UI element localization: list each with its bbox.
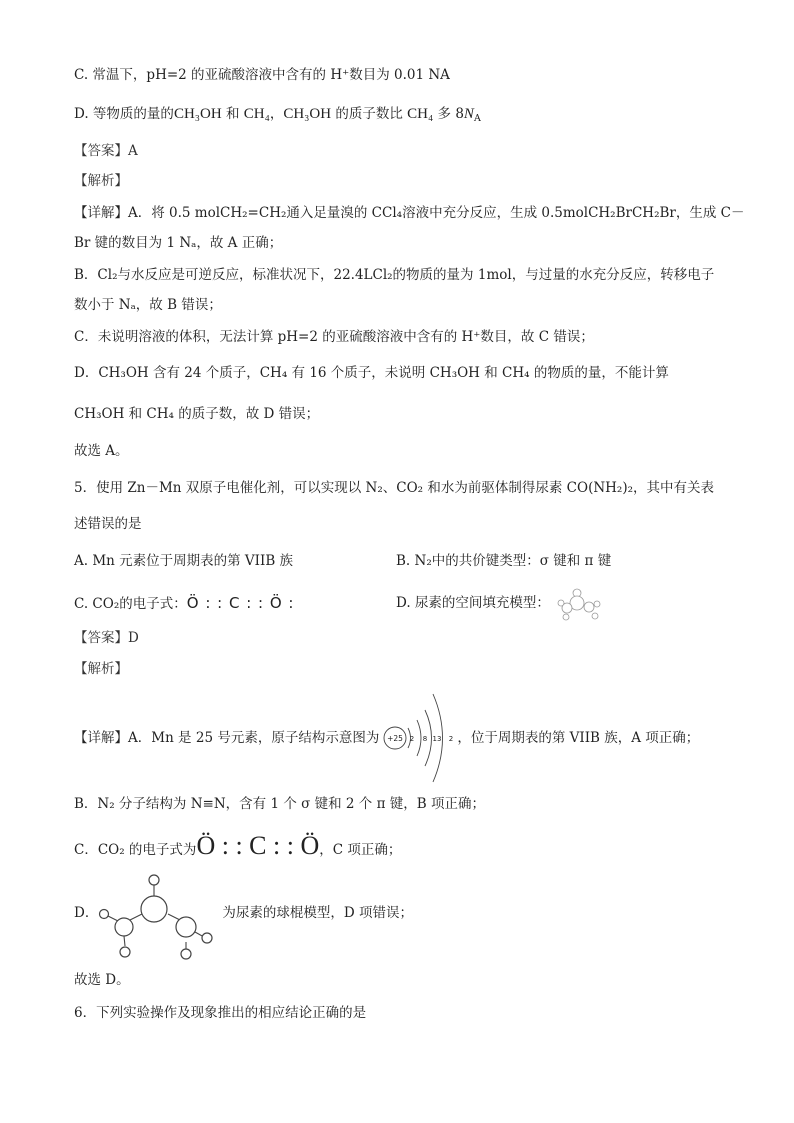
q4-option-d-na: N (463, 106, 474, 122)
q4-option-d-ch3oh-2: CH₃OH (283, 106, 332, 122)
shell-3-count: 13 (432, 735, 442, 743)
q4-option-d-and: 和 (221, 106, 244, 122)
q4-option-d-prefix: D. 等物质的量的 (74, 106, 174, 122)
q4-detail-d-line1: D．CH₃OH 含有 24 个质子，CH₄ 有 16 个质子，未说明 CH₃OH 和 CH₄ 的物质的量，不能计算 (74, 365, 669, 381)
q4-answer: 【答案】A (74, 143, 138, 159)
q4-option-d-mid2: 的质子数比 (331, 106, 408, 122)
q5-detail-a-suffix: ，位于周期表的第 VIIB 族，A 项正确； (457, 730, 700, 746)
co2-electron-formula: Ö : : C : : Ö : (186, 594, 295, 612)
q5-detail-d-prefix: D． (74, 905, 99, 921)
co2-electron-formula-large: Ö : : C : : Ö (196, 831, 320, 860)
q4-detail-d-line2: CH₃OH 和 CH₄ 的质子数，故 D 错误； (74, 406, 320, 422)
q4-detail-b-line1: B．Cl₂与水反应是可逆反应，标准状况下，22.4LCl₂的物质的量为 1mol，与过量的水充分反应，转移电子 (74, 267, 715, 283)
q6-stem: 6．下列实验操作及现象推出的相应结论正确的是 (74, 1005, 367, 1021)
q4-option-d-ch3oh: CH₃OH (173, 106, 222, 122)
q4-option-c: C. 常温下，pH=2 的亚硫酸溶液中含有的 H⁺数目为 0.01 NA (74, 67, 450, 83)
nucleus-charge: +25 (387, 734, 403, 743)
q5-detail-c-prefix: C．CO₂ 的电子式为 (74, 842, 197, 858)
q4-conclusion: 故选 A。 (74, 443, 129, 459)
q4-detail-a-line1: 【详解】A．将 0.5 molCH₂=CH₂通入足量溴的 CCl₄溶液中充分反应，生成 0.5molCH₂BrCH₂Br，生成 C－ (74, 205, 745, 221)
q4-option-d-mid: ， (269, 106, 284, 122)
urea-ball-and-stick-model (96, 870, 220, 962)
q5-detail-d-suffix: 为尿素的球棍模型，D 项错误； (222, 905, 413, 921)
q4-detail-a-line2: Br 键的数目为 1 Nₐ，故 A 正确； (74, 235, 283, 251)
q5-analysis-label: 【解析】 (74, 661, 128, 677)
q5-detail-c (74, 832, 401, 864)
q5-detail-a-prefix: 【详解】A．Mn 是 25 号元素，原子结构示意图为 (74, 730, 380, 746)
q5-answer: 【答案】D (74, 630, 139, 646)
q4-option-d-na-sub: A (473, 113, 481, 124)
q5-detail-b: B．N₂ 分子结构为 N≡N，含有 1 个 σ 键和 2 个 π 键，B 项正确； (74, 796, 485, 812)
shell-4-count: 2 (448, 735, 454, 743)
q5-option-a: A. Mn 元素位于周期表的第 VIIB 族 (74, 553, 294, 569)
q4-detail-b-line2: 数小于 Nₐ，故 B 错误； (74, 297, 222, 313)
q5-detail-c-suffix: ，C 项正确； (319, 842, 402, 858)
q5-stem-line1: 5．使用 Zn－Mn 双原子电催化剂，可以实现以 N₂、CO₂ 和水为前驱体制得尿素 CO(NH₂)₂，其中有关表 (74, 480, 715, 496)
q5-stem-line2: 述错误的是 (74, 516, 142, 532)
q4-analysis-label: 【解析】 (74, 173, 128, 189)
q4-detail-c: C．未说明溶液的体积，无法计算 pH=2 的亚硫酸溶液中含有的 H⁺数目，故 C 错误； (74, 329, 594, 345)
q5-option-d: D. 尿素的空间填充模型： (396, 595, 550, 611)
q4-option-d (74, 104, 481, 129)
shell-1-count: 2 (409, 735, 415, 743)
urea-space-filling-model (556, 586, 612, 622)
q4-option-d-more: 多 8 (433, 106, 464, 122)
q5-option-c-prefix: C. CO₂的电子式： (74, 596, 187, 612)
q5-option-b: B. N₂中的共价键类型：σ 键和 π 键 (396, 553, 612, 569)
q5-option-c (74, 593, 294, 614)
mn-atomic-structure-diagram (382, 690, 462, 786)
q4-option-d-ch4: CH₄ (243, 106, 270, 122)
q5-conclusion: 故选 D。 (74, 972, 130, 988)
q4-option-d-ch4-2: CH₄ (407, 106, 434, 122)
shell-2-count: 8 (422, 735, 428, 743)
